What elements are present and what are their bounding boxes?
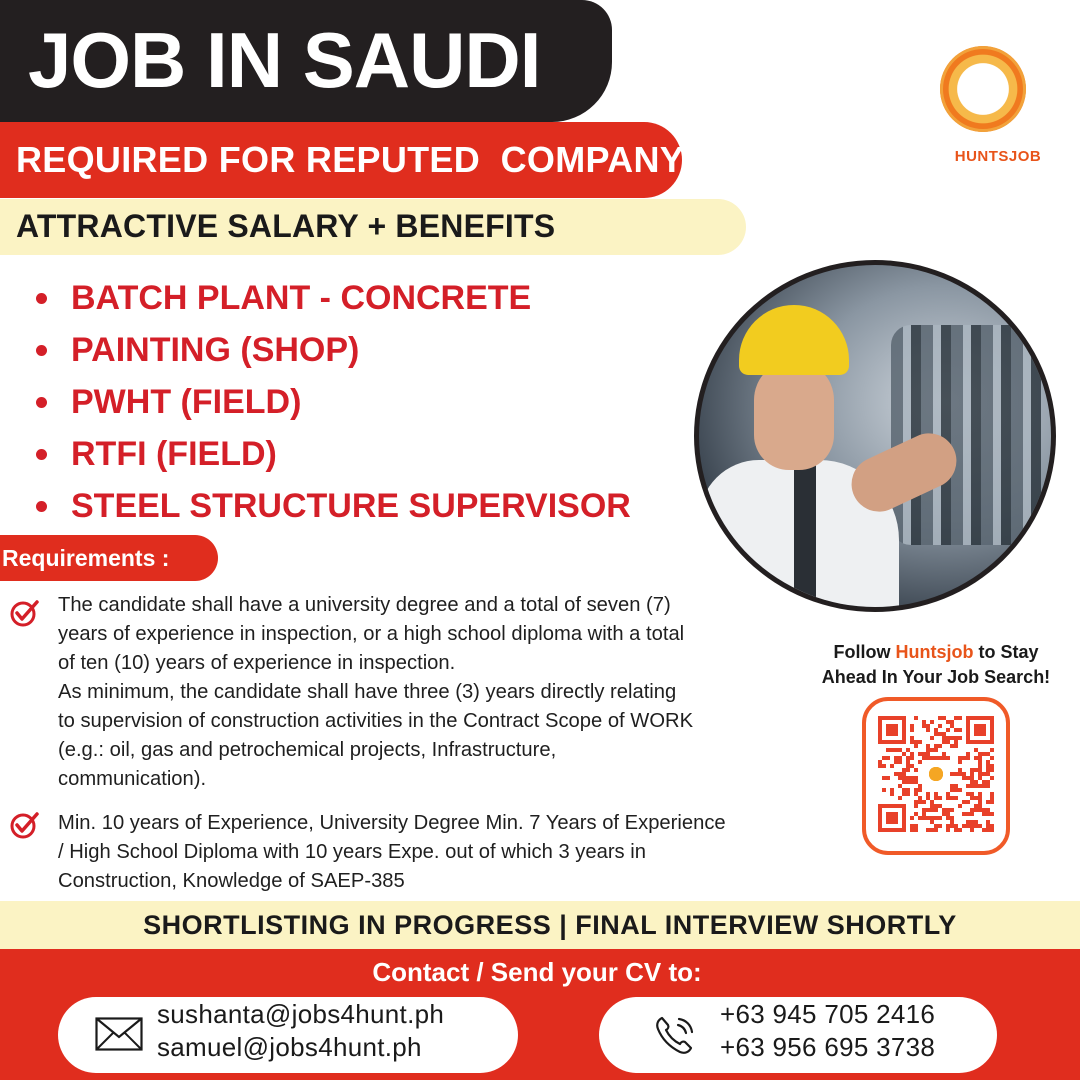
job-item [36,272,631,324]
bullet-icon [36,293,47,304]
bullet-icon [36,345,47,356]
page-title: JOB IN SAUDI [28,16,541,104]
follow-message [808,640,1064,690]
worker-photo [694,260,1056,612]
status-text: SHORTLISTING IN PROGRESS | FINAL INTERVIEW SHORTLY [143,910,957,940]
checkmark-icon [10,810,40,840]
email-link[interactable]: sushanta@jobs4hunt.ph [157,999,445,1029]
job-title: BATCH PLANT - CONCRETE [71,279,532,317]
job-item [36,428,631,480]
follow-suffix: to Stay [973,642,1039,662]
follow-prefix: Follow [833,642,896,662]
phone-list [720,998,935,1064]
contact-title: Contact / Send your CV to: [372,957,702,987]
job-title: PAINTING (SHOP) [71,331,360,369]
job-title: STEEL STRUCTURE SUPERVISOR [71,487,631,525]
job-title: PWHT (FIELD) [71,383,302,421]
worker-strap [794,465,816,612]
phone-icon [652,1012,698,1058]
email-list [157,998,444,1064]
follow-line-2: Ahead In Your Job Search! [821,667,1051,687]
hard-hat-icon [739,305,849,375]
job-item [36,324,631,376]
phone-link[interactable]: +63 956 695 3738 [720,1032,936,1062]
requirement-item: The candidate shall have a university degree and a total of seven (7) years of experience in inspection, or a high school diploma with a total of ten (10) years of experience in inspection. As minimum, the candidate shall have three (3) years directly relating to supervision of construction activities in the Contract Scope of WORK (e.g.: oil, gas and petrochemical projects, Infrastructure, communication). [58,594,694,790]
job-item [36,480,631,532]
salary-text: ATTRACTIVE SALARY + BENEFITS [16,208,556,244]
follow-brand[interactable]: Huntsjob [895,642,974,662]
qr-code-icon[interactable] [878,716,994,832]
worker-face [754,360,834,470]
job-title: RTFI (FIELD) [71,435,277,473]
logo-ring [958,64,1008,114]
follow-line-1 [808,640,1064,665]
machine-illustration [891,325,1041,545]
bullet-icon [36,397,47,408]
bullet-icon [36,501,47,512]
requirements-title: Requirements : [2,545,170,571]
phone-link[interactable]: +63 945 705 2416 [720,999,936,1029]
requirement-item: Min. 10 years of Experience, University Degree Min. 7 Years of Experience / High School Diploma with 10 years Expe. out of which 3 years in Construction, Knowledge of SAEP-385 [58,812,726,892]
bullet-icon [36,449,47,460]
mail-icon [95,1017,143,1051]
job-list [36,272,631,532]
subtitle-text: REQUIRED FOR REPUTED COMPANY [16,139,685,180]
logo-label: HUNTSJOB [954,148,1042,165]
checkmark-icon [10,598,40,628]
job-item [36,376,631,428]
email-link[interactable]: samuel@jobs4hunt.ph [157,1032,422,1062]
